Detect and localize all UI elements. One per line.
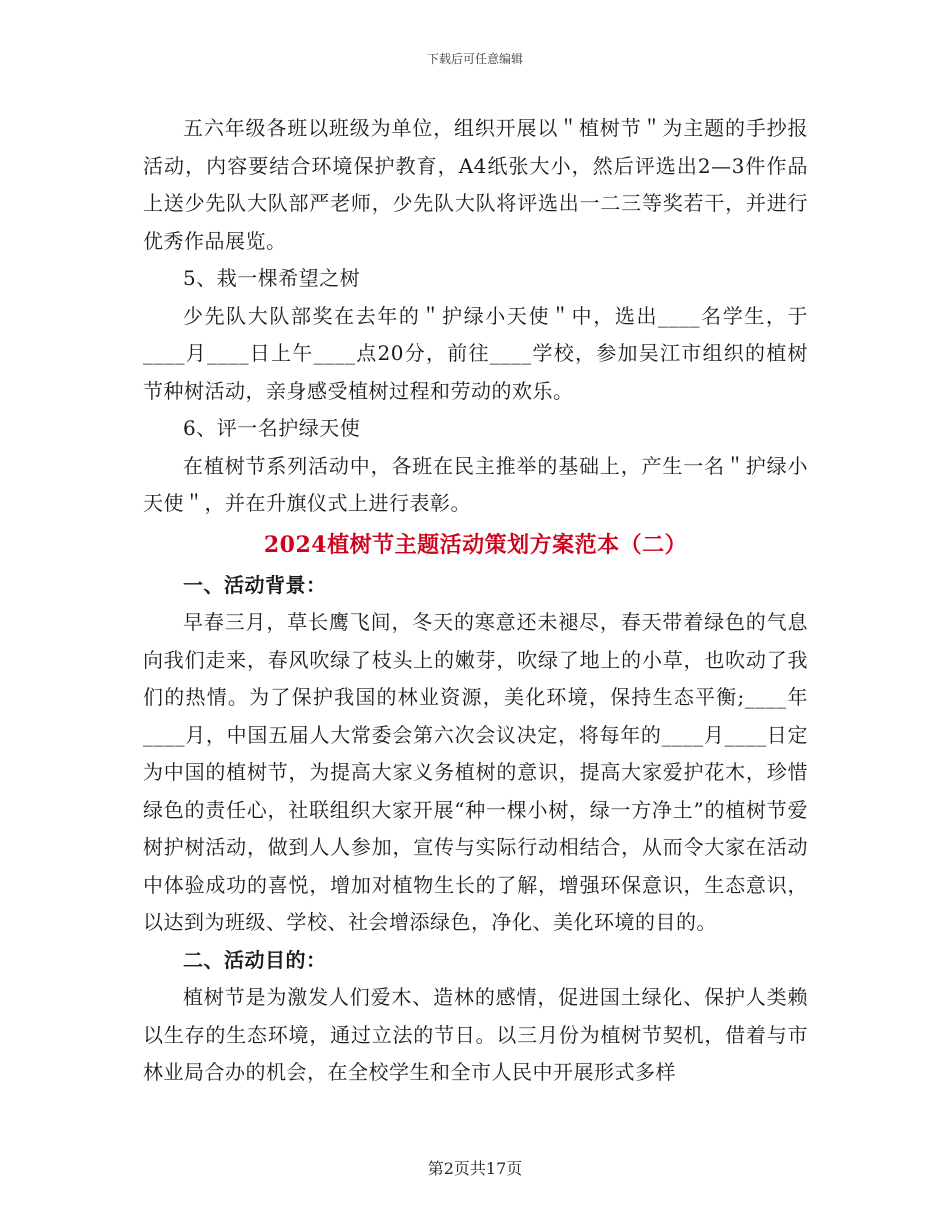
paragraph-background: 早春三月，草长鹰飞间，冬天的寒意还未褪尽，春天带着绿色的气息向我们走来，春风吹绿了枝头上的嫩芽，吹绿了地上的小草，也吹动了我们的热情。为了保护我国的林业资源，美化环境，保持生态平衡;____年____月，中国五届人大常委会第六次会议决定，将每年的____月____日定为中国的植树节，为提高大家义务植树的意识，提高大家爱护花木，珍惜绿色的责任心，社联组织大家开展“种一棵小树，绿一方净土”的植树节爱树护树活动，做到人人参加，宣传与实际行动相结合，从而令大家在活动中体验成功的喜悦，增加对植物生长的了解，增强环保意识，生态意识，以达到为班级、学校、社会增添绿色，净化、美化环境的目的。 xyxy=(143,610,808,934)
subheading-plant-tree: 5、栽一棵希望之树 xyxy=(183,266,361,290)
paragraph-purpose: 植树节是为激发人们爱木、造林的感情，促进国土绿化、保护人类赖以生存的生态环境，通过立法的节日。以三月份为植树节契机，借着与市林业局合办的机会，在全校学生和全市人民中开展形式多样 xyxy=(143,985,808,1084)
paragraph-plant-tree: 少先队大队部奖在去年的＂护绿小天使＂中，选出____名学生，于____月____日上午____点20分，前往____学校，参加吴江市组织的植树节种树活动，亲身感受植树过程和劳动的欢乐。 xyxy=(143,303,808,403)
header-note: 下载后可任意编辑 xyxy=(426,52,523,66)
page-footer: 第2页共17页 xyxy=(427,1159,523,1178)
section-title: 2024植树节主题活动策划方案范本（二） xyxy=(263,531,688,558)
subheading-green-angel: 6、评一名护绿天使 xyxy=(183,416,361,440)
paragraph-handbill: 五六年级各班以班级为单位，组织开展以＂植树节＂为主题的手抄报活动，内容要结合环境保护教育，A4纸张大小，然后评选出2—3件作品上送少先队大队部严老师，少先队大队将评选出一二三等奖若干，并进行优秀作品展览。 xyxy=(143,116,808,253)
heading-background: 一、活动背景： xyxy=(183,572,327,597)
heading-purpose: 二、活动目的： xyxy=(183,947,327,972)
paragraph-green-angel: 在植树节系列活动中，各班在民主推举的基础上，产生一名＂护绿小天使＂，并在升旗仪式上进行表彰。 xyxy=(143,453,808,515)
document-body xyxy=(143,110,808,1092)
